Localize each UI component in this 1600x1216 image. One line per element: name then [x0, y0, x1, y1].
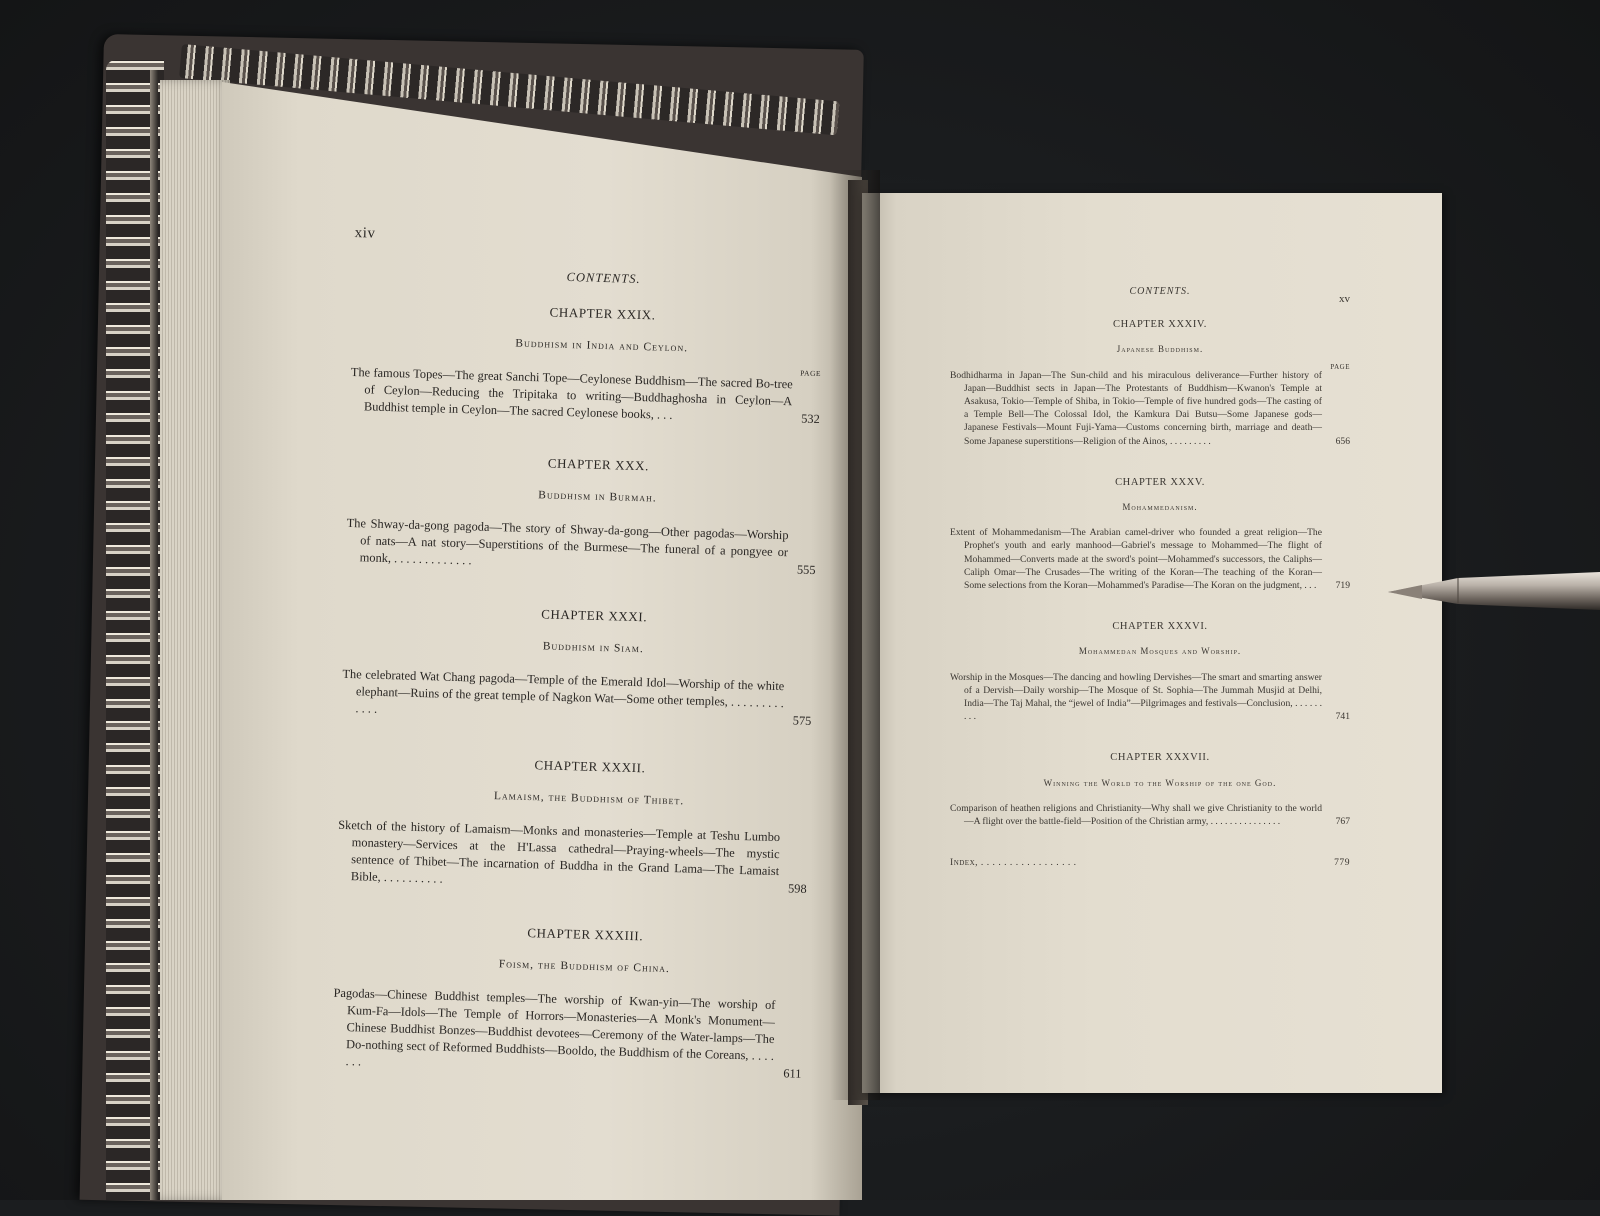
index-entry: [950, 856, 1350, 869]
right-page-text: [950, 285, 1350, 869]
chapter-summary: Comparison of heathen religions and Christianity—Why shall we give Christianity to the world—A flight over the battle-field—Position of the Christian army, . . . . . . . . . . . . . . .: [950, 803, 1322, 827]
chapter-subtitle: Foism, the Buddhism of China.: [334, 952, 804, 982]
chapter-entry: [345, 449, 818, 579]
chapter-subtitle: Winning the World to the Worship of the one God.: [950, 777, 1350, 790]
page-reference: 575: [806, 713, 811, 730]
chapter-summary: Sketch of the history of Lamaism—Monks and monasteries—Temple at Teshu Lumbo monastery—Services at the H'Lassa cathedral—Praying-wheels—The mystic sentence of Thibet—The incarnation of Buddha in the Grand Lama—The Lamaist Bible, . . . . . . . . . .: [338, 818, 780, 886]
left-page-text: [330, 225, 824, 1117]
page-reference: 611: [797, 1066, 802, 1083]
chapter-description: [950, 671, 1350, 724]
chapter-description: [341, 666, 812, 730]
page-reference: 532: [815, 411, 820, 428]
chapter-description: [950, 802, 1350, 828]
chapter-entry: [950, 476, 1350, 592]
page-number: xv: [1339, 293, 1350, 306]
chapter-entry: [337, 751, 811, 898]
cover-edge: [150, 70, 158, 1200]
chapter-title: CHAPTER XXXI.: [344, 600, 814, 630]
chapter-entry: [331, 919, 805, 1083]
page-reference: 598: [802, 881, 807, 898]
chapter-title: CHAPTER XXXIV.: [950, 318, 1350, 331]
chapter-summary: Pagodas—Chinese Buddhist temples—The worship of Kwan-yin—The worship of Kum-Fa—Idols—The Temple of Horrors—Monasteries—A Monk's Monument—Chinese Buddhist Bonzes—Buddhist devotees—Ceremony of the Water-lamps—The Do-nothing sect of Reformed Buddhists—Booldo, the Buddhism of the Coreans, . . . . . . .: [333, 986, 775, 1069]
chapter-summary: The celebrated Wat Chang pagoda—Temple of the Emerald Idol—Worship of the white elephant—Ruins of the great temple of Nagkon Wat—Some other temples, . . . . . . . . . . . . .: [342, 667, 784, 716]
chapter-description: [350, 364, 821, 428]
chapter-title: CHAPTER XXIX.: [352, 298, 822, 328]
chapter-title: CHAPTER XXXVII.: [950, 751, 1350, 764]
chapter-subtitle: Japanese Buddhism.: [950, 343, 1350, 356]
chapter-entry: [950, 318, 1350, 448]
chapter-subtitle: Buddhism in Siam.: [343, 633, 813, 663]
chapter-summary: The famous Topes—The great Sanchi Tope—Ceylonese Buddhism—The sacred Bo-tree of Ceylon—Reducing the Tripitaka to writing—Buddhaghosha in Ceylon—A Buddhist temple in Ceylon—The sacred Ceylonese books, . . .: [351, 365, 793, 422]
chapter-entry: [341, 600, 814, 730]
pencil-icon: [1388, 570, 1600, 614]
chapter-title: CHAPTER XXXII.: [340, 751, 810, 781]
chapter-summary: Bodhidharma in Japan—The Sun-child and his miraculous deliverance—Further history of Japan—Buddhist sects in Japan—The Protestants of Buddhism—Kwanon's Temple at Asakusa, Tokio—Temple of Shiba, in Tokio—Temple of five hundred gods—The casting of a Temple Bell—The Colossal Idol, the Kamkura Dai Butsu—Some Japanese gods—Japanese Festivals—Mount Fuji-Yama—Customs concerning birth, marriage and death—Some Japanese superstitions—Religion of the Ainos, . . . . . . . . .: [950, 370, 1322, 447]
running-head: CONTENTS.: [950, 285, 1350, 298]
index-label: Index, . . . . . . . . . . . . . . . . .: [950, 857, 1077, 868]
chapter-title: CHAPTER XXXVI.: [950, 620, 1350, 633]
chapter-subtitle: Mohammedan Mosques and Worship.: [950, 645, 1350, 658]
chapter-summary: The Shway-da-gong pagoda—The story of Shway-da-gong—Other pagodas—Worship of nats—A nat story—Superstitions of the Burmese—The funeral of a pongyee or monk, . . . . . . . . . . . . .: [346, 516, 788, 567]
chapter-description: [345, 515, 816, 579]
chapter-entry: [950, 620, 1350, 723]
chapter-title: CHAPTER XXX.: [348, 449, 818, 479]
chapter-subtitle: Mohammedanism.: [950, 501, 1350, 514]
chapter-summary: Worship in the Mosques—The dancing and howling Dervishes—The smart and smarting answer of a Dervish—Daily worship—The Mosque of St. Sophia—The Jummah Musjid at Delhi, India—The Taj Mahal, the “jewel of India”—Pilgrimages and festivals—Conclusion, . . . . . . . . .: [950, 672, 1322, 723]
page-column-label: PAGE: [1344, 361, 1350, 374]
chapter-subtitle: Buddhism in India and Ceylon.: [352, 331, 822, 361]
page-number: xiv: [355, 225, 376, 243]
chapter-title: CHAPTER XXXV.: [950, 476, 1350, 489]
chapter-title: CHAPTER XXXIII.: [335, 919, 805, 949]
chapter-description: [950, 369, 1350, 448]
running-head: CONTENTS.: [353, 263, 823, 293]
chapter-description: [331, 985, 803, 1083]
chapter-summary: Extent of Mohammedanism—The Arabian camel-driver who founded a great religion—The Prophet's youth and early manhood—Gabriel's message to Mohammed—The flight of Mohammed—Converts made at the sword's point—Mohammed's successors, the Caliphs—Caliph Omar—The Crusades—The writing of the Koran—The teaching of the Koran—Some selections from the Koran—Mohammed's Paradise—The Koran on the judgment, . . .: [950, 527, 1322, 591]
page-column-label: PAGE: [814, 365, 821, 382]
gutter-shadow: [830, 170, 880, 1100]
chapter-description: [337, 817, 809, 898]
chapter-entry: [350, 298, 823, 428]
chapter-subtitle: Buddhism in Burmah.: [347, 482, 817, 512]
chapter-description: [950, 526, 1350, 592]
page-edges: [160, 80, 230, 1200]
chapter-subtitle: Lamaism, the Buddhism of Thibet.: [339, 784, 809, 814]
chapter-entry: [950, 751, 1350, 828]
page-reference: 555: [811, 562, 816, 579]
page-reference: 779: [1334, 856, 1350, 869]
